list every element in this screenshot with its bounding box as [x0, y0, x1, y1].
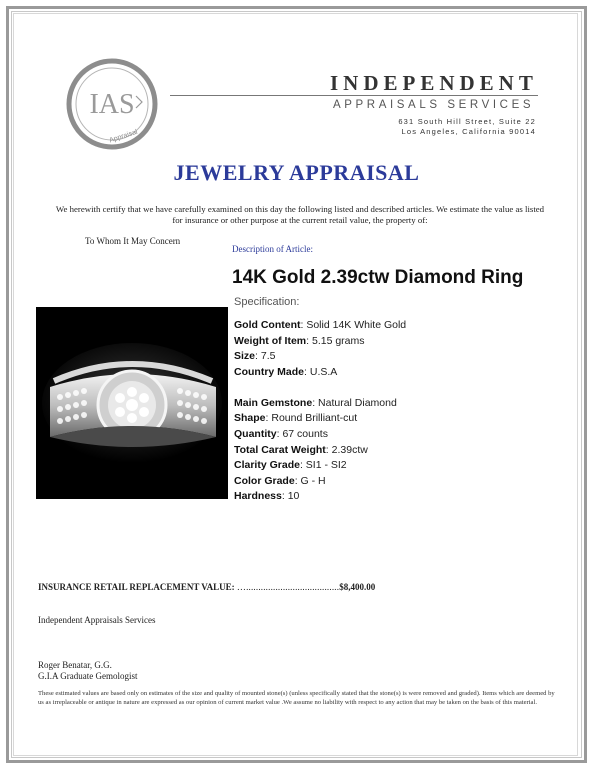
spec-value: G - H [300, 474, 326, 487]
header-rule [170, 95, 538, 96]
spec-gold-content: Gold Content: Solid 14K White Gold [234, 319, 407, 331]
specifications-list [234, 318, 406, 505]
spec-label: Gold Content [234, 319, 301, 331]
logo-arc-text: Appraisal [108, 128, 139, 145]
address-line-2: Los Angeles, California 90014 [401, 127, 536, 136]
spec-value: 67 counts [282, 428, 328, 441]
spec-total-carat: Total Carat Weight: 2.39ctw [234, 443, 368, 456]
spec-value: Natural Diamond [318, 396, 397, 409]
description-label: Description of Article: [232, 244, 313, 254]
disclaimer: These estimated values are based only on estimates of the size and quality of mounted stone(s) (unless specifically stated that the stone(s) is were removed and graded). Items which are deemed by us as irreplaceable or antique in nature are expressed as our opinion of current market value .We assume no liability with respect to any action that may be taken on the basis of this material. [38, 690, 555, 706]
spec-value: 7.5 [260, 350, 276, 363]
document-title: JEWELRY APPRAISAL [173, 160, 420, 185]
spec-label: Country Made [234, 365, 305, 378]
spec-label: Quantity [234, 428, 277, 441]
spec-label: Clarity Grade [234, 459, 300, 472]
recipient: To Whom It May Concern [85, 236, 181, 246]
certification-intro: We herewith certify that we have carefully examined on this day the following listed and described articles. We estimate the value as listed for insurance or other purpose at the current retail value, the property of: [55, 204, 545, 225]
spec-value: 2.39ctw [331, 443, 368, 456]
logo-initials: IAS [89, 89, 135, 120]
ias-logo [66, 58, 158, 150]
address-line-1: 631 South Hill Street, Suite 22 [398, 117, 536, 126]
spec-label: Hardness [234, 490, 282, 503]
spec-clarity: Clarity Grade: SI1 - SI2 [234, 459, 347, 472]
spec-label: Weight of Item [234, 334, 307, 347]
signer-name: Roger Benatar, G.G. [38, 660, 112, 670]
specification-label: Specification: [234, 296, 300, 308]
spec-label: Color Grade [234, 474, 295, 487]
spec-value: 10 [287, 490, 300, 503]
spec-value: U.S.A [309, 365, 338, 378]
company-name: INDEPENDENT [330, 71, 538, 95]
spec-label: Shape [234, 412, 266, 425]
spec-value: SI1 - SI2 [305, 459, 347, 472]
insurance-value-row [38, 582, 375, 592]
insurance-dots: …...................................... [236, 582, 340, 592]
insurance-value: $8,400.00 [339, 582, 376, 592]
spec-value: Round Brilliant-cut [271, 412, 358, 425]
spec-value: Solid 14K White Gold [306, 319, 407, 331]
item-title: 14K Gold 2.39ctw Diamond Ring [232, 267, 524, 288]
spec-label: Total Carat Weight [234, 443, 326, 456]
insurance-label: INSURANCE RETAIL REPLACEMENT VALUE: [38, 582, 235, 592]
spec-hardness: Hardness: 10 [234, 490, 300, 503]
spec-main-gemstone: Main Gemstone: Natural Diamond [234, 396, 397, 409]
footer-company: Independent Appraisals Services [38, 615, 156, 625]
spec-value: 5.15 grams [311, 334, 365, 347]
signer-title: G.I.A Graduate Gemologist [38, 671, 138, 681]
spec-label: Size [234, 350, 256, 363]
ring-photo [36, 307, 228, 499]
spec-label: Main Gemstone [234, 396, 313, 409]
spec-country: Country Made: U.S.A [234, 365, 338, 378]
spec-quantity: Quantity: 67 counts [234, 428, 328, 441]
spec-size: Size: 7.5 [234, 350, 276, 363]
spec-color: Color Grade: G - H [234, 474, 326, 487]
company-subtitle: APPRAISALS SERVICES [333, 99, 535, 111]
spec-weight: Weight of Item: 5.15 grams [234, 334, 365, 347]
spec-shape: Shape: Round Brilliant-cut [234, 412, 358, 425]
